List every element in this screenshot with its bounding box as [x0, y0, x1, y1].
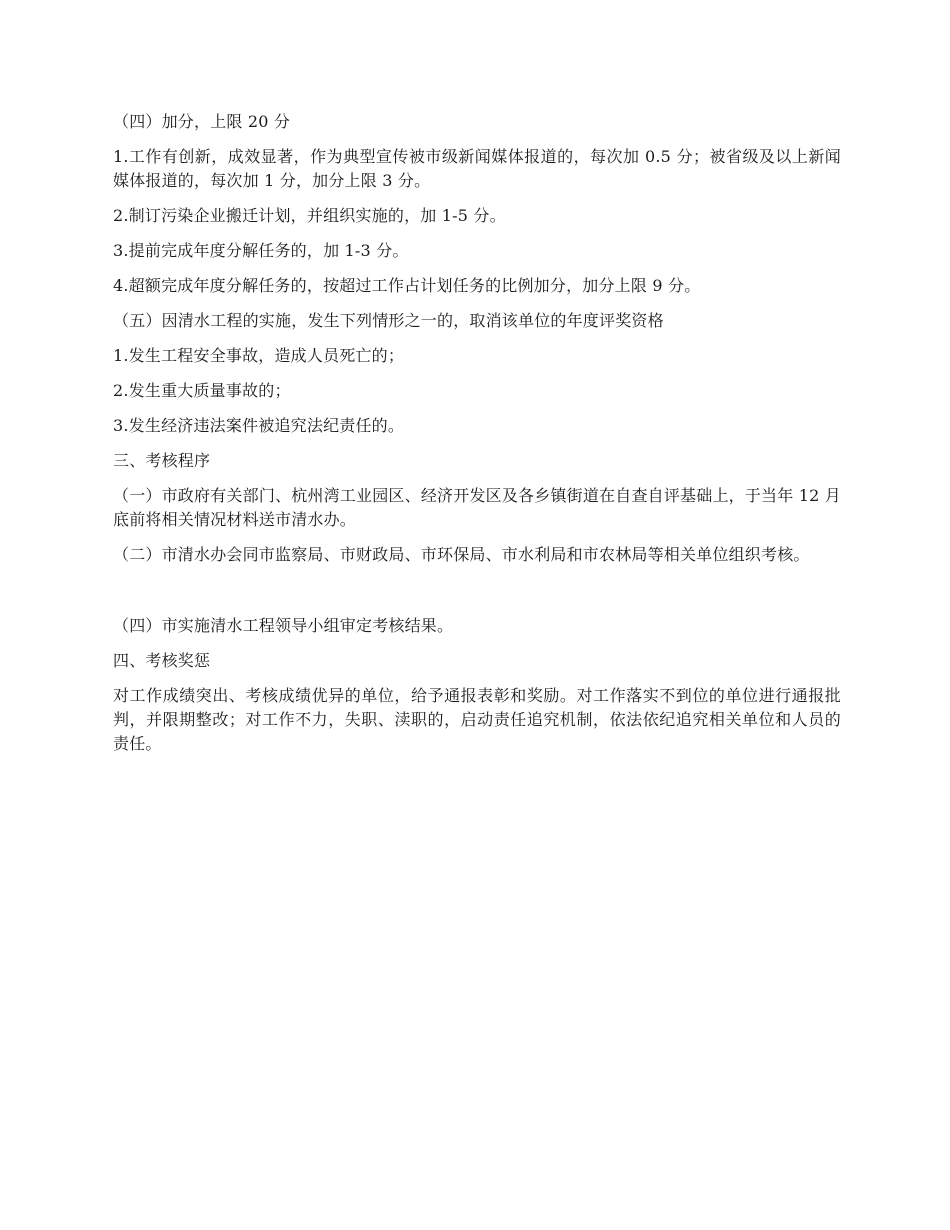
- bonus-item-3: 3.提前完成年度分解任务的，加 1-3 分。: [113, 241, 409, 260]
- bonus-item-2: 2.制订污染企业搬迁计划，并组织实施的，加 1-5 分。: [113, 206, 506, 225]
- section-heading-bonus: （四）加分，上限 20 分: [113, 112, 291, 131]
- rewards-paragraph: 对工作成绩突出、考核成绩优异的单位，给予通报表彰和奖励。对工作落实不到位的单位进行通报批判，并限期整改；对工作不力，失职、渎职的，启动责任追究机制，依法依纪追究相关单位和人员的责任。: [113, 686, 841, 753]
- blank-gap: [113, 578, 841, 614]
- disqualification-item-2: 2.发生重大质量事故的；: [113, 381, 291, 400]
- section-heading-disqualification: （五）因清水工程的实施，发生下列情形之一的，取消该单位的年度评奖资格: [113, 311, 664, 330]
- bonus-item-1: 1.工作有创新，成效显著，作为典型宣传被市级新闻媒体报道的，每次加 0.5 分；被省级及以上新闻媒体报道的，每次加 1 分，加分上限 3 分。: [113, 147, 841, 190]
- procedure-item-1: （一）市政府有关部门、杭州湾工业园区、经济开发区及各乡镇街道在自查自评基础上，于当年 12 月底前将相关情况材料送市清水办。: [113, 486, 841, 529]
- document-page: [113, 110, 841, 767]
- procedure-item-2: （二）市清水办会同市监察局、市财政局、市环保局、市水利局和市农林局等相关单位组织考核。: [113, 545, 810, 564]
- disqualification-item-1: 1.发生工程安全事故，造成人员死亡的；: [113, 346, 405, 365]
- chapter-heading-rewards: 四、考核奖惩: [113, 651, 211, 670]
- chapter-heading-procedure: 三、考核程序: [113, 451, 211, 470]
- procedure-item-4: （四）市实施清水工程领导小组审定考核结果。: [113, 616, 454, 635]
- bonus-item-4: 4.超额完成年度分解任务的，按超过工作占计划任务的比例加分，加分上限 9 分。: [113, 276, 701, 295]
- disqualification-item-3: 3.发生经济违法案件被追究法纪责任的。: [113, 416, 405, 435]
